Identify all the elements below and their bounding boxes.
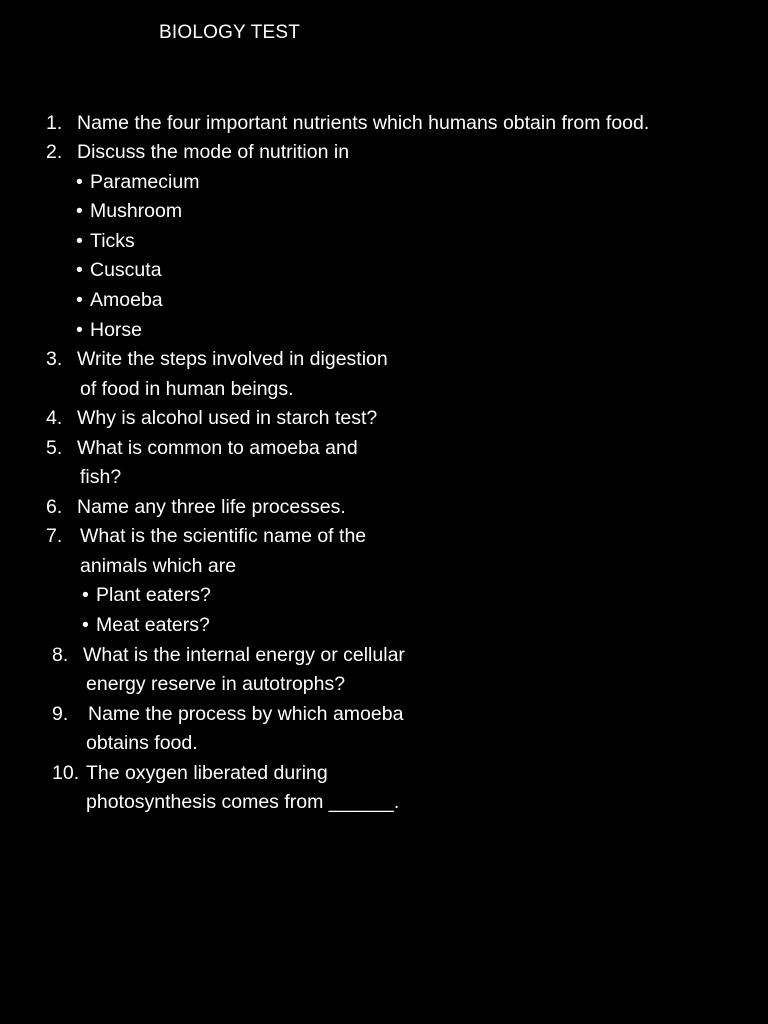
- bullet-icon: •: [76, 171, 83, 193]
- question-text: fish?: [80, 466, 122, 488]
- bullet-icon: •: [76, 319, 83, 341]
- question-text: What is the scientific name of the: [80, 525, 367, 547]
- question-text: obtains food.: [86, 732, 198, 754]
- bullet-icon: •: [76, 200, 83, 222]
- question-number: 1.: [46, 112, 63, 134]
- question-text: of food in human beings.: [80, 378, 294, 400]
- question-text: Name the four important nutrients which humans obtain from food.: [77, 112, 650, 134]
- list-item-text: Mushroom: [90, 200, 183, 222]
- question-number: 9.: [52, 703, 69, 725]
- page-title: BIOLOGY TEST: [159, 22, 301, 43]
- bullet-icon: •: [82, 584, 89, 606]
- question-text: animals which are: [80, 555, 237, 577]
- list-item-text: Ticks: [90, 230, 135, 252]
- question-number: 8.: [52, 644, 69, 666]
- question-text: The oxygen liberated during: [86, 762, 328, 784]
- question-text: Name any three life processes.: [77, 496, 346, 518]
- list-item-text: Amoeba: [90, 289, 163, 311]
- question-number: 4.: [46, 407, 63, 429]
- list-item-text: Meat eaters?: [96, 614, 210, 636]
- question-number: 5.: [46, 437, 63, 459]
- question-text: energy reserve in autotrophs?: [86, 673, 346, 695]
- list-item-text: Cuscuta: [90, 259, 162, 281]
- question-text: What is the internal energy or cellular: [83, 644, 405, 666]
- bullet-icon: •: [76, 289, 83, 311]
- bullet-icon: •: [82, 614, 89, 636]
- list-item-text: Paramecium: [90, 171, 200, 193]
- question-number: 2.: [46, 141, 63, 163]
- question-text: Name the process by which amoeba: [88, 703, 404, 725]
- question-number: 6.: [46, 496, 63, 518]
- bullet-icon: •: [76, 230, 83, 252]
- question-text: photosynthesis comes from ______.: [86, 791, 400, 813]
- question-text: Discuss the mode of nutrition in: [77, 141, 350, 163]
- question-text: Why is alcohol used in starch test?: [77, 407, 378, 429]
- question-number: 7.: [46, 525, 63, 547]
- list-item-text: Horse: [90, 319, 143, 341]
- list-item-text: Plant eaters?: [96, 584, 211, 606]
- question-number: 3.: [46, 348, 63, 370]
- question-number: 10.: [52, 762, 80, 784]
- bullet-icon: •: [76, 259, 83, 281]
- question-text: What is common to amoeba and: [77, 437, 358, 459]
- question-text: Write the steps involved in digestion: [77, 348, 388, 370]
